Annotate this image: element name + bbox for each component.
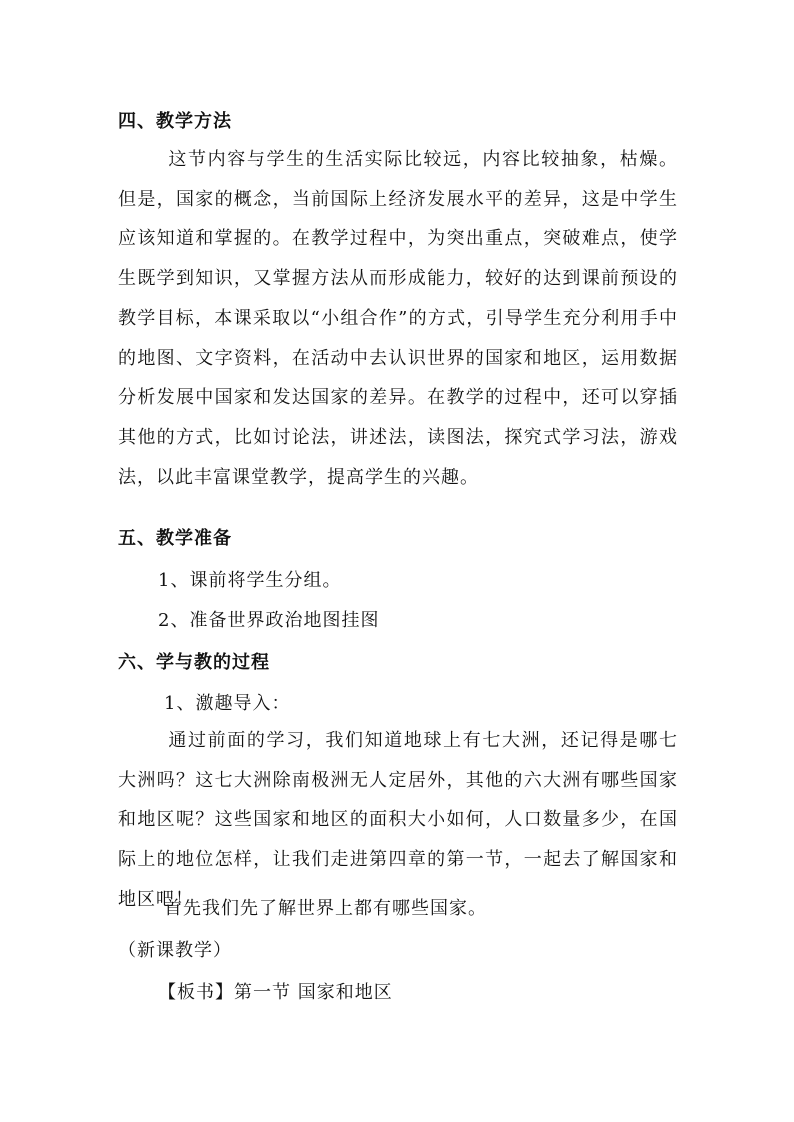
section-6-subheading: 1、激趣导入： bbox=[164, 693, 291, 714]
section-6-heading: 六、学与教的过程 bbox=[118, 652, 270, 673]
prep-item-1: 1、课前将学生分组。 bbox=[158, 570, 342, 591]
new-lesson-note: （新课教学） bbox=[118, 940, 232, 961]
section-4-paragraph: 这节内容与学生的生活实际比较远，内容比较抽象，枯燥。但是，国家的概念，当前国际上经济发展水平的差异，这是中学生应该知道和掌握的。在教学过程中，为突出重点，突破难点，使学生既学到知识，又掌握方法从而形成能力，较好的达到课前预设的教学目标，本课采取以“小组合作”的方式，引导学生充分利用手中的地图、文字资料，在活动中去认识世界的国家和地区，运用数据分析发展中国家和发达国家的差异。在教学的过程中，还可以穿插其他的方式，比如讨论法，讲述法，读图法，探究式学习法，游戏法，以此丰富课堂教学，提高学生的兴趣。 bbox=[118, 149, 678, 488]
section-5-heading: 五、教学准备 bbox=[118, 528, 232, 549]
section-6-paragraph-2: 首先我们先了解世界上都有哪些国家。 bbox=[164, 898, 487, 919]
section-6-paragraph-1: 通过前面的学习，我们知道地球上有七大洲，还记得是哪七大洲吗？这七大洲除南极洲无人定居外，其他的六大洲有哪些国家和地区呢？这些国家和地区的面积大小如何，人口数量多少，在国际上的地位怎样，让我们走进第四章的第一节，一起去了解国家和地区吧！ bbox=[118, 730, 678, 910]
section-4-heading: 四、教学方法 bbox=[118, 111, 232, 132]
prep-item-2: 2、准备世界政治地图挂图 bbox=[158, 610, 380, 631]
board-writing: 【板书】第一节 国家和地区 bbox=[158, 982, 393, 1003]
